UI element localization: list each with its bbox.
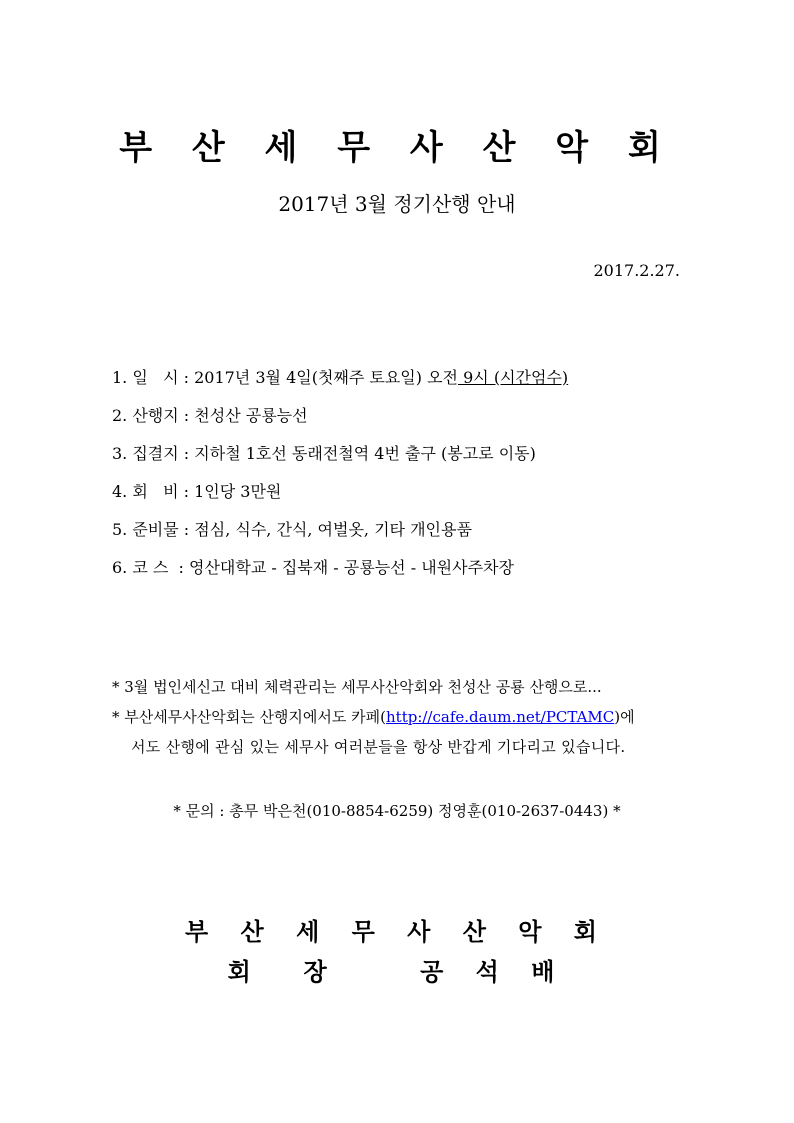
signature-role: 회 장 공 석 배 bbox=[227, 958, 567, 986]
item-text: 6. 코 스 : 영산대학교 - 집북재 - 공룡능선 - 내원사주차장 bbox=[112, 558, 514, 577]
item-text: 1. 일 시 : 2017년 3월 4일(첫째주 토요일) 오전 bbox=[112, 368, 459, 387]
cafe-link[interactable]: http://cafe.daum.net/PCTAMC bbox=[386, 708, 615, 726]
contact-info: * 문의 : 총무 박은천(010-8854-6259) 정영훈(010-2637-0443) * bbox=[173, 802, 621, 820]
item-emphasis: 9시 (시간엄수) bbox=[458, 368, 569, 387]
list-item bbox=[112, 480, 712, 518]
note-text: * 부산세무사산악회는 산행지에서도 카페( bbox=[112, 708, 386, 726]
list-item bbox=[112, 556, 712, 594]
signature-org: 부 산 세 무 사 산 악 회 bbox=[185, 918, 609, 946]
note-line-2 bbox=[112, 706, 692, 736]
list-item bbox=[112, 518, 712, 556]
list-item bbox=[112, 404, 712, 442]
notes-section bbox=[112, 676, 692, 766]
item-text: 5. 준비물 : 점심, 식수, 간식, 여벌옷, 기타 개인용품 bbox=[112, 520, 472, 539]
signature-block bbox=[0, 912, 794, 992]
list-item bbox=[112, 366, 712, 404]
item-text: 2. 산행지 : 천성산 공룡능선 bbox=[112, 406, 308, 425]
list-item bbox=[112, 442, 712, 480]
document-subtitle: 2017년 3월 정기산행 안내 bbox=[278, 192, 516, 216]
note-line-3: 서도 산행에 관심 있는 세무사 여러분들을 항상 반갑게 기다리고 있습니다. bbox=[131, 738, 626, 756]
item-text: 3. 집결지 : 지하철 1호선 동래전철역 4번 출구 (봉고로 이동) bbox=[112, 444, 536, 463]
document-date: 2017.2.27. bbox=[593, 261, 680, 280]
note-text: )에 bbox=[614, 708, 635, 726]
document-title: 부 산 세 무 사 산 악 회 bbox=[119, 128, 675, 168]
info-list bbox=[112, 366, 712, 594]
note-line-1: * 3월 법인세신고 대비 체력관리는 세무사산악회와 천성산 공룡 산행으로... bbox=[112, 678, 602, 696]
item-text: 4. 회 비 : 1인당 3만원 bbox=[112, 482, 282, 501]
